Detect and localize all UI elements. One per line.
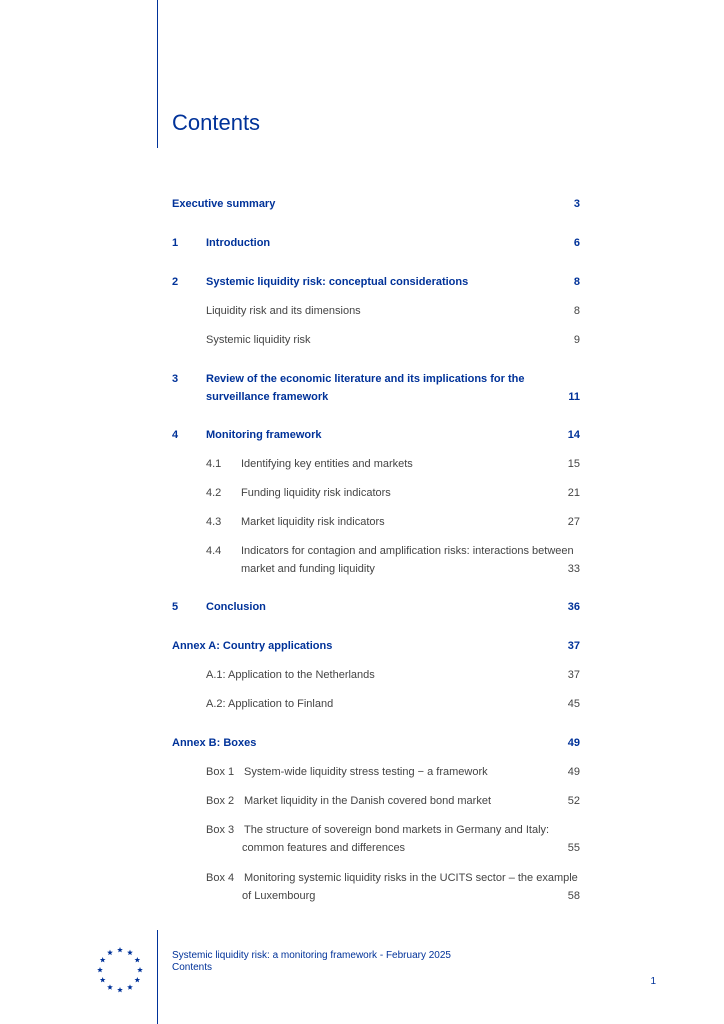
toc-entry-page: 55 [567,842,580,854]
toc-entry-title-line1: Indicators for contagion and amplification risks: interactions between [241,545,574,557]
eu-star-icon [127,950,133,955]
toc-entry-number: 4.1 [206,458,222,470]
eu-star-icon [127,984,133,989]
toc-entry-box-3[interactable] [172,821,580,857]
toc-entry-page: 6 [573,237,580,249]
toc-entry-title: Introduction [206,237,271,249]
toc-entry-title-line2: market and funding liquidity [241,563,375,575]
toc-entry-title: Systemic liquidity risk: conceptual considerations [206,276,469,288]
toc-entry-title-line2: surveillance framework [206,391,329,403]
eu-star-icon [107,984,113,989]
eu-star-icon [134,977,140,982]
toc-entry-page: 36 [567,601,580,613]
toc-entry-box-4[interactable] [172,869,580,905]
eu-star-icon [117,947,123,952]
toc-entry-title-line2: common features and differences [242,842,406,854]
toc-entry-page: 15 [567,458,580,470]
toc-entry-number: Box 3 [206,824,235,836]
toc-entry-title: Market liquidity risk indicators [241,516,385,528]
toc-entry-number: Box 1 [206,766,235,778]
toc-entry-page: 37 [567,640,580,652]
toc-entry-number: 4 [172,429,179,441]
left-rule-bottom [157,930,158,1024]
toc-entry-title-line2: of Luxembourg [242,890,316,902]
toc-entry-title-line1: Monitoring systemic liquidity risks in the UCITS sector – the example [244,872,578,884]
toc-entry-title: Identifying key entities and markets [241,458,413,470]
toc-entry-title: Market liquidity in the Danish covered bond market [244,795,492,807]
toc-entry-page: 8 [573,305,580,317]
toc-entry-page: 3 [573,198,580,210]
toc-entry-page: 58 [567,890,580,902]
footer-document-title [172,950,451,974]
toc-entry-title: Executive summary [172,198,276,210]
eu-star-icon [100,957,106,962]
eu-star-icon [134,957,140,962]
toc-entry-title: Liquidity risk and its dimensions [206,305,361,317]
toc-entry-page: 21 [567,487,580,499]
page-title: Contents [172,110,261,135]
eu-star-icon [100,977,106,982]
toc-entry-title: Conclusion [206,601,266,613]
toc-entry-page: 49 [567,766,580,778]
footer-line-2: Contents [172,962,213,973]
toc-entry-page: 52 [567,795,580,807]
toc-entry-page: 37 [567,669,580,681]
toc-entry-title: Monitoring framework [206,429,322,441]
toc-entry-page: 8 [573,276,580,288]
eu-star-icon [137,967,143,972]
toc-entry-page: 33 [567,563,580,575]
toc-entry-title: Systemic liquidity risk [206,334,311,346]
toc-entry-title: Annex B: Boxes [172,737,257,749]
toc-entry-literature-review[interactable] [172,370,580,406]
toc-entry-title: A.1: Application to the Netherlands [206,669,375,681]
page-number: 1 [650,976,656,987]
toc-entry-page: 9 [573,334,580,346]
toc-entry-title-line1: Review of the economic literature and its implications for the [206,373,525,385]
eu-star-icon [107,950,113,955]
toc-entry-4-4[interactable] [172,542,580,578]
toc-entry-title: A.2: Application to Finland [206,698,334,710]
toc-entry-page: 14 [567,429,580,441]
toc-entry-number: Box 2 [206,795,235,807]
toc-entry-number: 4.2 [206,487,222,499]
footer-line-1: Systemic liquidity risk: a monitoring framework - February 2025 [172,950,451,961]
toc-entry-page: 27 [567,516,580,528]
left-rule-top [157,0,158,148]
toc-entry-title: Funding liquidity risk indicators [241,487,391,499]
toc-entry-number: 2 [172,276,179,288]
toc-entry-title-line1: The structure of sovereign bond markets in Germany and Italy: [244,824,550,836]
toc-entry-number: 3 [172,373,179,385]
eu-stars-logo [96,946,144,994]
toc-entry-title: Annex A: Country applications [172,640,333,652]
eu-star-icon [117,987,123,992]
eu-star-icon [97,967,103,972]
toc-entry-page: 49 [567,737,580,749]
toc-entry-page: 45 [567,698,580,710]
toc-entry-number: 4.4 [206,545,222,557]
toc-entry-number: 4.3 [206,516,222,528]
toc-entry-number: 1 [172,237,179,249]
toc-entry-number: Box 4 [206,872,235,884]
toc-entry-title: System-wide liquidity stress testing − a framework [244,766,488,778]
toc-entry-number: 5 [172,601,179,613]
toc-entry-page: 11 [568,391,580,403]
